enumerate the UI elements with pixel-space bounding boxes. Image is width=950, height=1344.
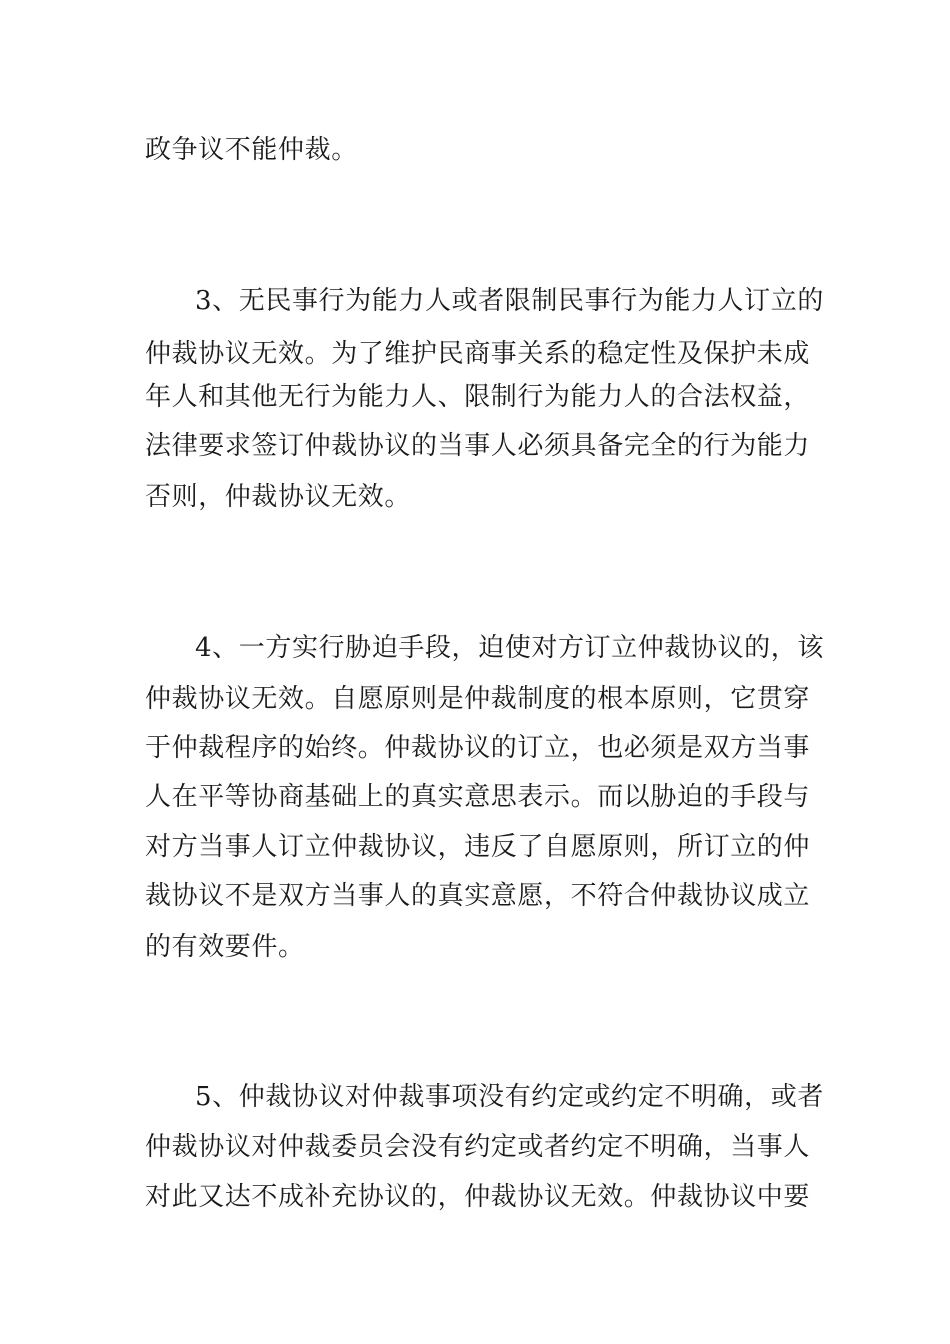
- paragraph-line: 3、无民事行为能力人或者限制民事行为能力人订立的: [195, 286, 824, 316]
- paragraph-line: 政争议不能仲裁。: [145, 135, 358, 165]
- paragraph-line: 仲裁协议对仲裁委员会没有约定或者约定不明确，当事人: [145, 1132, 811, 1162]
- paragraph-line: 的有效要件。: [145, 932, 305, 962]
- paragraph-line: 对此又达不成补充协议的，仲裁协议无效。仲裁协议中要: [145, 1182, 811, 1212]
- paragraph-line: 仲裁协议无效。为了维护民商事关系的稳定性及保护未成: [145, 339, 811, 369]
- paragraph-line: 法律要求签订仲裁协议的当事人必须具备完全的行为能力: [145, 431, 811, 461]
- paragraph-line: 仲裁协议无效。自愿原则是仲裁制度的根本原则，它贯穿: [145, 684, 811, 714]
- paragraph-line: 否则，仲裁协议无效。: [145, 482, 412, 512]
- paragraph-line: 对方当事人订立仲裁协议，违反了自愿原则，所订立的仲: [145, 832, 811, 862]
- paragraph-line: 4、一方实行胁迫手段，迫使对方订立仲裁协议的，该: [195, 633, 824, 663]
- paragraph-line: 人在平等协商基础上的真实意思表示。而以胁迫的手段与: [145, 782, 811, 812]
- paragraph-line: 5、仲裁协议对仲裁事项没有约定或约定不明确，或者: [195, 1082, 824, 1112]
- paragraph-line: 年人和其他无行为能力人、限制行为能力人的合法权益，: [145, 382, 811, 412]
- paragraph-line: 裁协议不是双方当事人的真实意愿，不符合仲裁协议成立: [145, 881, 811, 911]
- paragraph-line: 于仲裁程序的始终。仲裁协议的订立，也必须是双方当事: [145, 733, 811, 763]
